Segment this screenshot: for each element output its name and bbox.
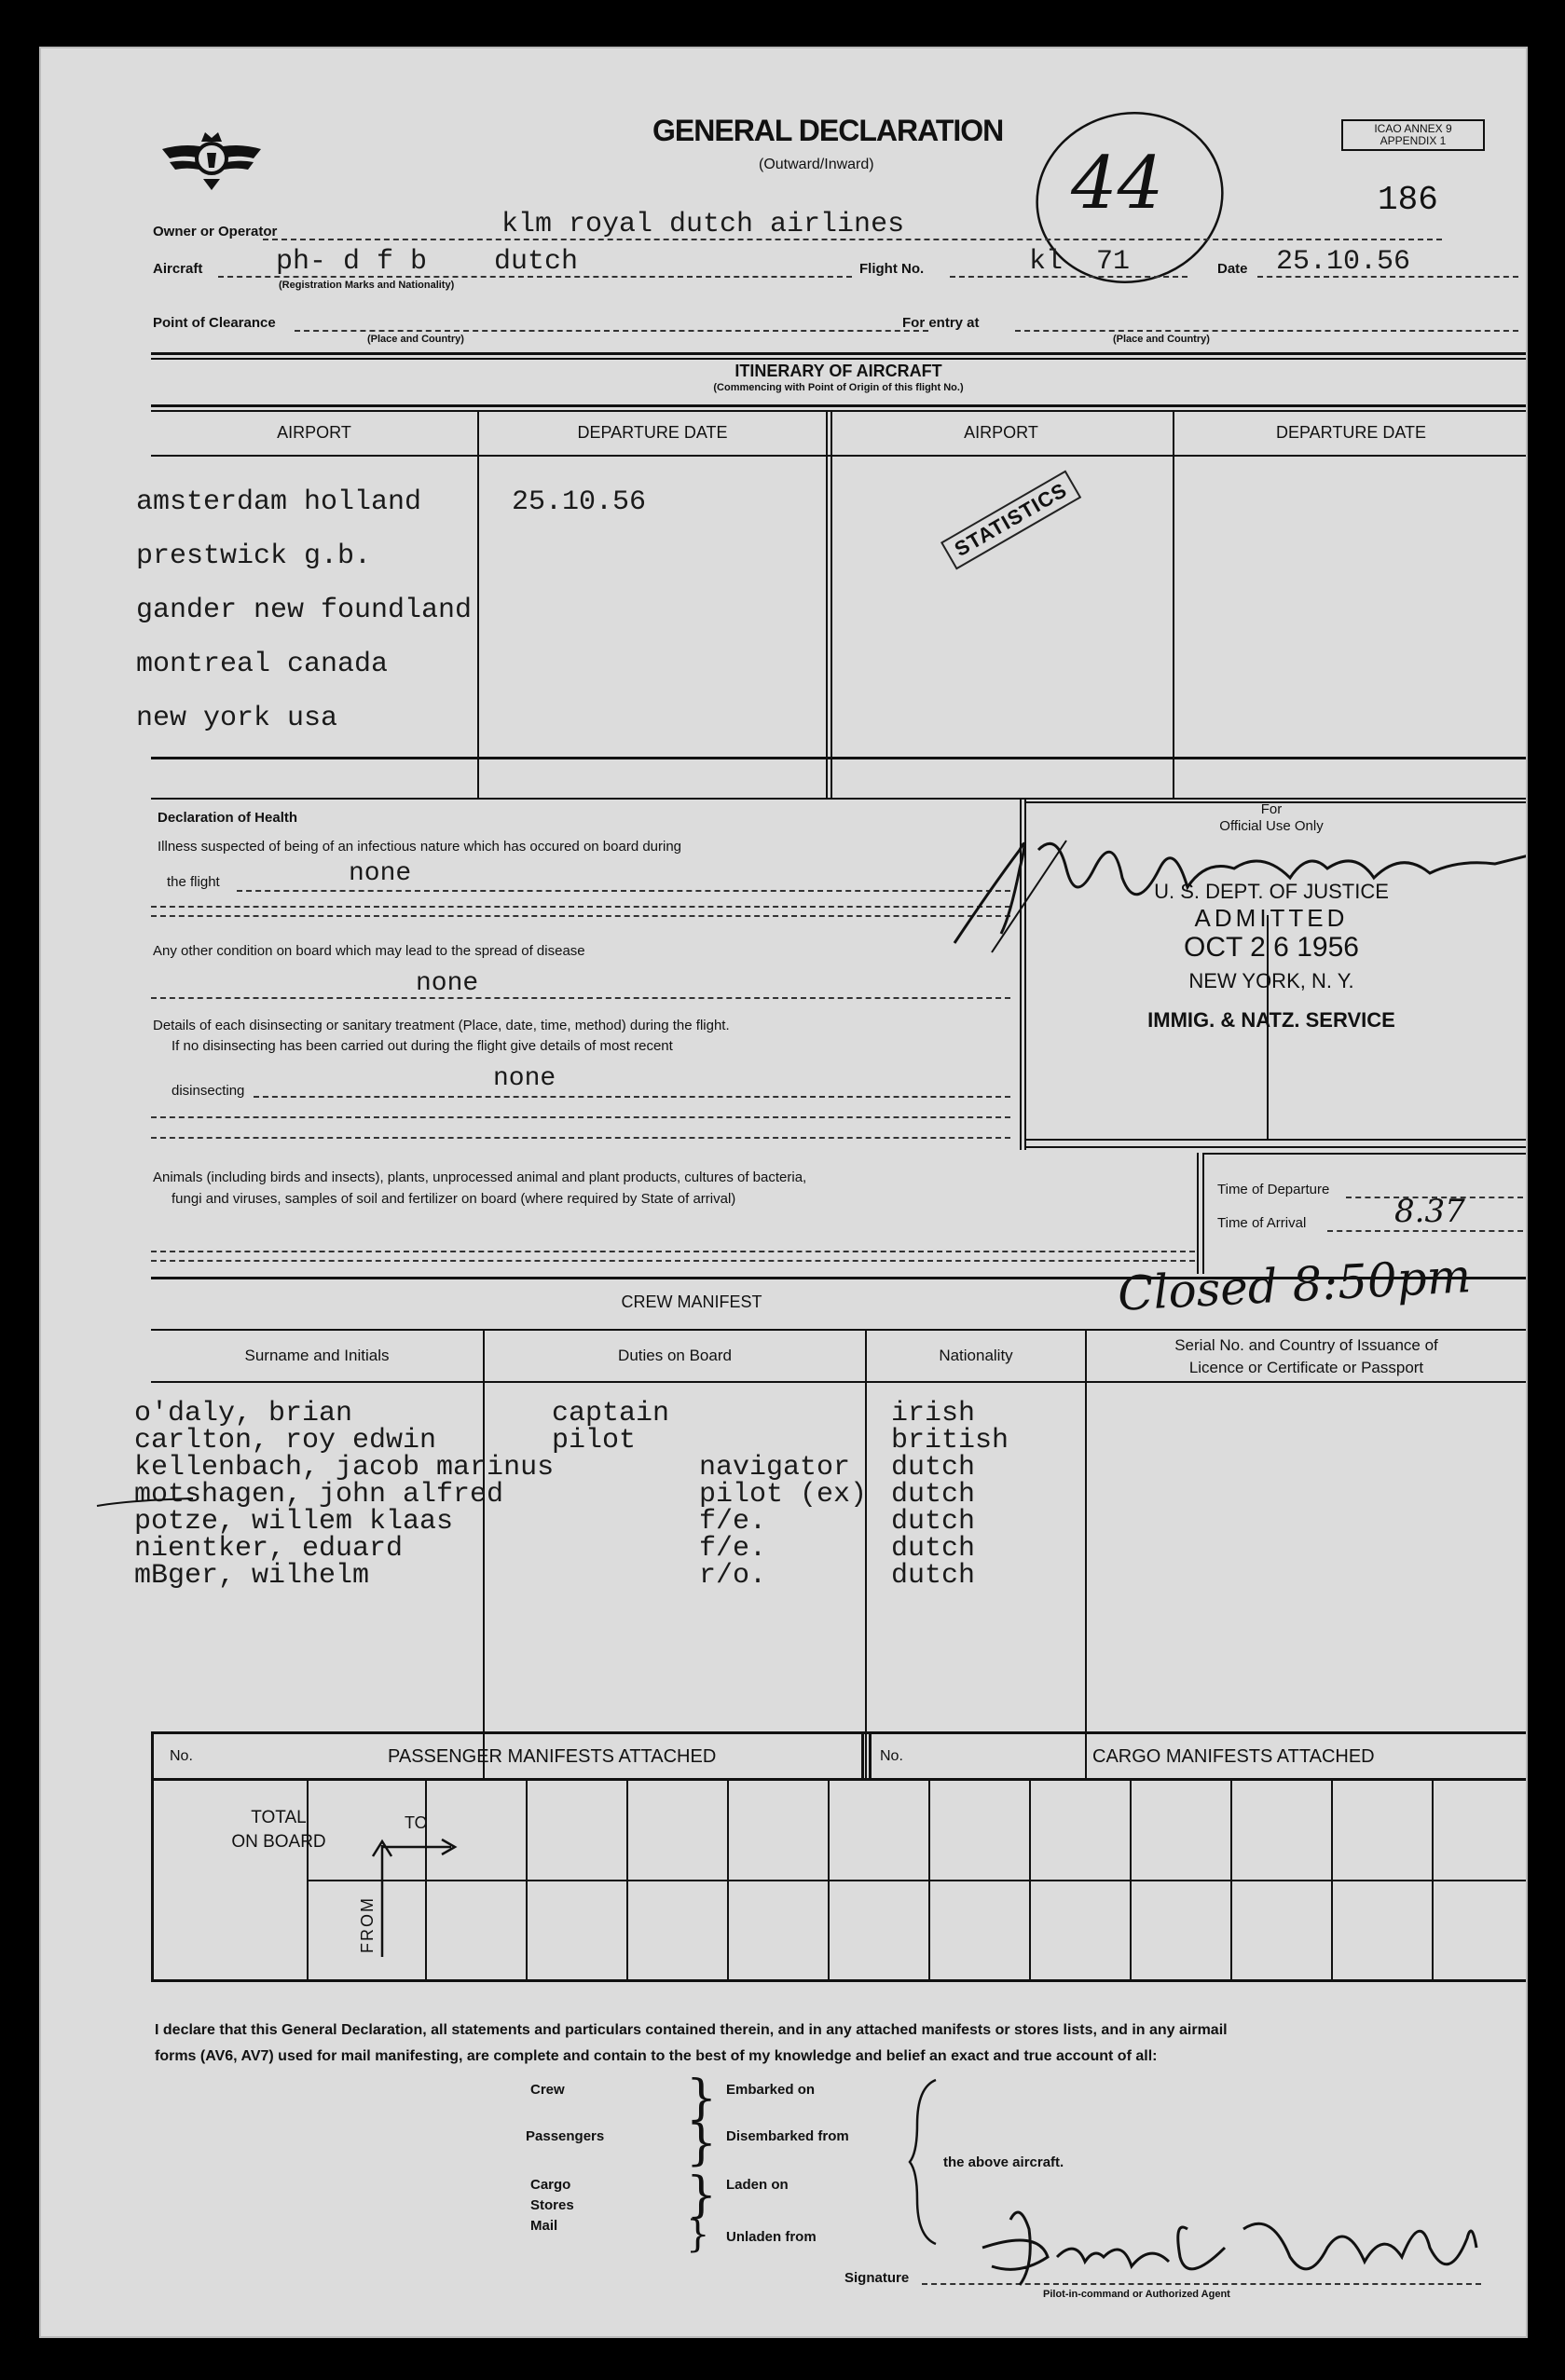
health-q3-tail: disinsecting [172, 1083, 245, 1099]
crew-rule [151, 1329, 1526, 1331]
flight-value: kl 71 [1029, 246, 1131, 278]
declaration-item-mail: Mail [530, 2218, 558, 2234]
justice-stamp-line: NEW YORK, N. Y. [1188, 969, 1354, 992]
declaration-disembarked: Disembarked from [726, 2128, 849, 2144]
time-box-top [1202, 1153, 1526, 1155]
health-q3-line2: If no disinsecting has been carried out during the flight give details of most recent [172, 1038, 673, 1054]
animals-line1: Animals (including birds and insects), plants, unprocessed animal and plant products, cultures of bacteria, [153, 1169, 807, 1185]
manifest-top-rule [151, 1731, 1526, 1734]
crew-col-3 [1085, 1329, 1087, 1778]
manifest-col [1130, 1778, 1132, 1979]
manifest-col [1432, 1778, 1434, 1979]
date-line [1257, 276, 1518, 278]
itinerary-col-3 [1173, 412, 1174, 798]
animals-line2: fungi and viruses, samples of soil and fertilizer on board (where required by State of arrival) [172, 1191, 736, 1207]
animals-rule [151, 1251, 1195, 1252]
crew-duty: f/e. [699, 1533, 767, 1565]
brace-icon: } [686, 2213, 710, 2256]
owner-line [263, 239, 1442, 240]
time-arrival-label: Time of Arrival [1217, 1215, 1307, 1231]
manifest-left [151, 1731, 154, 1981]
crew-duty: f/e. [699, 1506, 767, 1538]
crew-name: potze, willem klaas [134, 1506, 454, 1538]
declaration-item-passengers: Passengers [526, 2128, 605, 2144]
itinerary-top-rule-2 [151, 358, 1526, 360]
itinerary-col-2 [826, 412, 828, 798]
entry-line [1015, 330, 1518, 332]
total-on-board-line2: ON BOARD [231, 1832, 326, 1852]
form-subtitle: (Outward/Inward) [759, 157, 874, 172]
animals-rule-2 [151, 1260, 1195, 1262]
manifest-rule [151, 1778, 1526, 1781]
date-label: Date [1217, 261, 1248, 277]
declaration-laden: Laden on [726, 2177, 789, 2193]
crew-name: kellenbach, jacob marinus [134, 1452, 555, 1484]
icao-box [1341, 119, 1485, 151]
health-q3-line1: Details of each disinsecting or sanitary treatment (Place, date, time, method) during the flight. [153, 1018, 730, 1033]
clearance-line [295, 330, 928, 332]
manifest-bottom-rule [151, 1979, 1526, 1982]
crew-nationality: dutch [891, 1479, 976, 1511]
crew-duty: pilot [552, 1425, 637, 1457]
health-q1-tail: the flight [167, 874, 220, 890]
cargo-manifest-title: CARGO MANIFESTS ATTACHED [1092, 1746, 1375, 1767]
itinerary-header-date-2: DEPARTURE DATE [1275, 423, 1427, 442]
health-a2: none [416, 969, 479, 998]
crew-nationality: dutch [891, 1506, 976, 1538]
declaration-line1: I declare that this General Declaration, all statements and particulars contained therein, and in any attached manifests or stores lists, and in any airmail [155, 2022, 1228, 2038]
klm-crown-logo [160, 121, 263, 196]
brace-icon: } [686, 2071, 718, 2127]
itinerary-header-airport-1: AIRPORT [277, 423, 351, 442]
itinerary-title: ITINERARY OF AIRCRAFT [734, 362, 942, 380]
brace-icon: } [686, 2168, 718, 2223]
total-on-board-line1: TOTAL [251, 1808, 307, 1827]
large-brace [908, 2078, 945, 2246]
icao-annex: ICAO ANNEX 9 [1374, 122, 1452, 135]
time-arrival-line [1327, 1230, 1523, 1232]
health-bottom-rule-2 [151, 1137, 1010, 1139]
health-top-rule [151, 757, 1526, 759]
manifest-split [861, 1731, 864, 1778]
stamp-number: 186 [1378, 181, 1438, 219]
itinerary-airport: amsterdam holland [136, 486, 422, 518]
owner-value: klm royal dutch airlines [501, 209, 905, 240]
manifest-split-2 [869, 1731, 872, 1778]
official-box-bottom-2 [1024, 1146, 1526, 1148]
time-departure-label: Time of Departure [1217, 1182, 1330, 1197]
manifest-col [1331, 1778, 1333, 1979]
health-rule [151, 906, 1010, 908]
clearance-sub: (Place and Country) [367, 334, 464, 345]
crew-name: o'daly, brian [134, 1398, 353, 1429]
itinerary-col-2b [831, 412, 832, 798]
itinerary-subtitle: (Commencing with Point of Origin of this flight No.) [713, 382, 964, 393]
manifest-col [526, 1778, 528, 1979]
closed-note: Closed 8:50pm [1116, 1249, 1473, 1321]
crew-header-duties: Duties on Board [618, 1347, 732, 1364]
owner-label: Owner or Operator [153, 224, 278, 239]
itinerary-header-date-1: DEPARTURE DATE [577, 423, 728, 442]
itinerary-airport: gander new foundland [136, 595, 473, 626]
date-value: 25.10.56 [1276, 246, 1411, 278]
health-a1: none [349, 859, 412, 888]
crew-col-1 [483, 1329, 485, 1778]
manifest-col [828, 1778, 830, 1979]
declaration-embarked: Embarked on [726, 2082, 816, 2098]
aircraft-sub: (Registration Marks and Nationality) [279, 280, 455, 291]
crew-name: nientker, eduard [134, 1533, 404, 1565]
itinerary-departure-date: 25.10.56 [512, 486, 647, 518]
signature-sub: Pilot-in-command or Authorized Agent [1043, 2289, 1230, 2300]
cargo-no-label: No. [880, 1748, 903, 1764]
manifest-mid-rule [307, 1880, 1526, 1881]
health-a2-line [151, 997, 1010, 999]
crew-name: mBger, wilhelm [134, 1560, 370, 1592]
declaration-item-stores: Stores [530, 2197, 574, 2213]
justice-stamp-line: OCT 2 6 1956 [1184, 932, 1359, 963]
declaration-unladen: Unladen from [726, 2229, 817, 2245]
health-title: Declaration of Health [158, 810, 298, 826]
aircraft-label: Aircraft [153, 261, 203, 277]
crew-header-rule [151, 1381, 1526, 1383]
health-q1: Illness suspected of being of an infectious nature which has occured on board during [158, 839, 682, 855]
official-signature [936, 813, 1528, 962]
declaration-above-aircraft: the above aircraft. [943, 2154, 1064, 2170]
itinerary-airport: montreal canada [136, 649, 389, 680]
health-bottom-rule [151, 1116, 1010, 1118]
itinerary-top-rule [151, 352, 1526, 355]
manifest-col [1029, 1778, 1031, 1979]
aircraft-line [218, 276, 852, 278]
crew-col-2 [865, 1329, 867, 1778]
itinerary-airport: prestwick g.b. [136, 540, 372, 572]
health-q2: Any other condition on board which may lead to the spread of disease [153, 943, 585, 959]
pilot-signature [964, 2192, 1486, 2294]
crew-nationality: dutch [891, 1533, 976, 1565]
flight-line [950, 276, 1187, 278]
time-arrival-value: 8.37 [1394, 1193, 1465, 1230]
crew-nationality: british [891, 1425, 1009, 1457]
crew-duty: captain [552, 1398, 670, 1429]
manifest-col [626, 1778, 628, 1979]
itinerary-header-rule [151, 455, 1526, 457]
declaration-line2: forms (AV6, AV7) used for mail manifesting, are complete and contain to the best of my knowledge and belief an exact and true account of all: [155, 2048, 1158, 2064]
health-top-rule-2 [151, 798, 1526, 800]
crew-duty: navigator [699, 1452, 851, 1484]
itinerary-airport: new york usa [136, 703, 338, 734]
official-use-line1: For [1260, 801, 1283, 817]
declaration-item-crew: Crew [530, 2082, 565, 2098]
justice-stamp-line: ADMITTED [1194, 904, 1349, 932]
official-use-line2: Official Use Only [1219, 818, 1324, 834]
entry-sub: (Place and Country) [1113, 334, 1210, 345]
crew-duty: pilot (ex) [699, 1479, 868, 1511]
crew-nationality: dutch [891, 1452, 976, 1484]
passenger-no-label: No. [170, 1748, 193, 1764]
crew-header-licence-2: Licence or Certificate or Passport [1188, 1359, 1424, 1376]
crew-header-licence: Serial No. and Country of Issuance of [1174, 1336, 1438, 1354]
signature-label: Signature [844, 2270, 910, 2286]
entry-label: For entry at [902, 315, 980, 331]
justice-stamp-line: U. S. DEPT. OF JUSTICE [1154, 880, 1389, 903]
crew-top-rule [151, 1277, 1526, 1279]
to-arrow [367, 1836, 460, 1966]
itinerary-rule-2 [151, 410, 1526, 412]
crew-nationality: irish [891, 1398, 976, 1429]
crew-header-name: Surname and Initials [244, 1347, 390, 1364]
statistics-stamp: STATISTICS [940, 470, 1081, 569]
justice-stamp-line: IMMIG. & NATZ. SERVICE [1147, 1008, 1395, 1032]
brace-icon: } [686, 2115, 718, 2171]
declaration-item-cargo: Cargo [530, 2177, 571, 2193]
strike-mark [92, 1493, 195, 1511]
declaration-form [39, 47, 1528, 2338]
itinerary-header-airport-2: AIRPORT [964, 423, 1038, 442]
health-a3: none [493, 1064, 556, 1093]
crew-name: carlton, roy edwin [134, 1425, 437, 1457]
crew-name: motshagen, john alfred [134, 1479, 504, 1511]
time-box-divider [1197, 1153, 1199, 1274]
crew-duty: r/o. [699, 1560, 767, 1592]
official-box-top [1024, 801, 1526, 803]
itinerary-col-1 [477, 412, 479, 798]
manifest-col [727, 1778, 729, 1979]
manifest-col [1230, 1778, 1232, 1979]
to-label: TO [405, 1813, 428, 1832]
crew-title: CREW MANIFEST [621, 1293, 762, 1311]
flight-label: Flight No. [859, 261, 925, 277]
official-box-bottom [1024, 1139, 1526, 1141]
crew-header-nationality: Nationality [939, 1347, 1013, 1364]
itinerary-rule [151, 404, 1526, 407]
aircraft-value: ph- d f b dutch [276, 246, 579, 278]
manifest-col [928, 1778, 930, 1979]
from-label: FROM [358, 1896, 377, 1953]
health-a1-line [237, 890, 1010, 892]
clearance-label: Point of Clearance [153, 315, 276, 331]
icao-appendix: APPENDIX 1 [1380, 134, 1447, 147]
passenger-manifest-title: PASSENGER MANIFESTS ATTACHED [388, 1746, 717, 1767]
health-rule-2 [151, 915, 1010, 917]
handwritten-number: 44 [1071, 142, 1164, 226]
health-a3-line [254, 1096, 1010, 1098]
form-title: GENERAL DECLARATION [652, 114, 1004, 147]
crew-nationality: dutch [891, 1560, 976, 1592]
time-box-divider-2 [1202, 1153, 1204, 1274]
